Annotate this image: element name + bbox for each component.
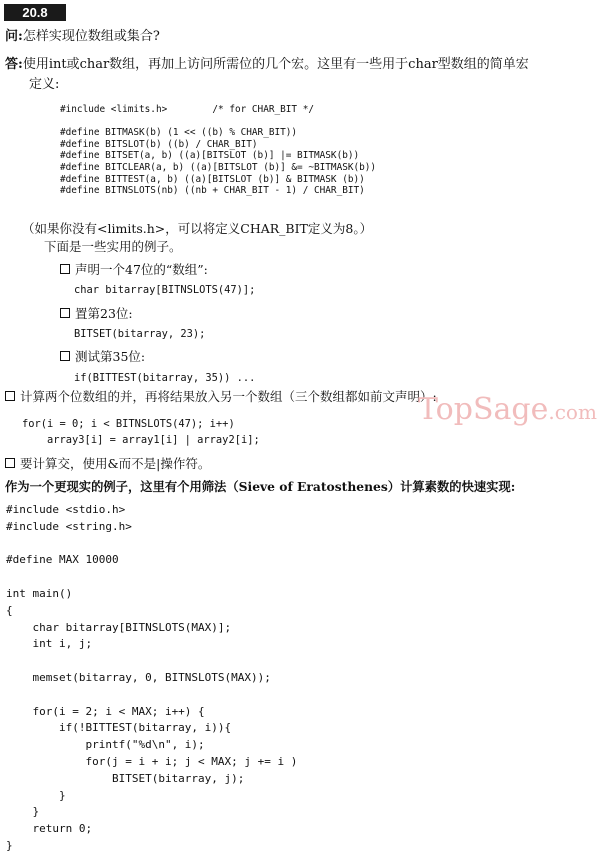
code-line: memset(bitarray, 0, BITNSLOTS(MAX));: [6, 670, 271, 684]
example-2-label: 置第23位:: [60, 305, 133, 323]
code-line: }: [6, 838, 13, 852]
checkbox-bullet-icon: [60, 264, 70, 274]
checkbox-bullet-icon: [60, 351, 70, 361]
code-line: #define BITTEST(a, b) ((a)[BITSLOT (b)] & BITMASK (b)): [60, 173, 365, 185]
question-text: 怎样实现位数组或集合?: [22, 29, 160, 44]
answer-line1: 使用int或char数组，再加上访问所需位的几个宏。这里有一些用于char型数组的简单宏: [22, 57, 529, 72]
checkbox-bullet-icon: [5, 391, 15, 401]
checkbox-bullet-icon: [5, 458, 15, 468]
limits-note: （如果你没有<limits.h>，可以将定义CHAR_BIT定义为8。）: [22, 221, 373, 236]
code-line: [6, 536, 297, 553]
code-line: #include <string.h>: [6, 519, 132, 533]
intersection-note: 要计算交，使用&而不是|操作符。: [5, 455, 210, 473]
code-line: int i, j;: [6, 637, 93, 651]
code-line: #include <stdio.h>: [6, 503, 126, 516]
example-1-code: char bitarray[BITNSLOTS(47)];: [74, 284, 256, 296]
union-code-block: [22, 416, 260, 448]
examples-intro: 下面是一些实用的例子。: [44, 239, 182, 254]
sieve-intro: 作为一个更现实的例子，这里有个用筛法（Sieve of Eratosthenes）计算素数的快速实现:: [5, 479, 516, 494]
code-line: }: [6, 788, 66, 802]
code-line: printf("%d\n", i);: [6, 738, 205, 752]
question: [5, 28, 160, 46]
example-1-label: 声明一个47位的“数组”:: [60, 261, 208, 279]
watermark-logo: TopSage.com: [418, 392, 597, 427]
code-line: [6, 569, 297, 586]
code-line: for(i = 0; i < BITNSLOTS(47); i++): [22, 418, 235, 430]
example-3-code: if(BITTEST(bitarray, 35)) ...: [74, 372, 256, 384]
code-line: int main(): [6, 586, 73, 600]
code-line: {: [6, 603, 13, 617]
code-line: #define BITMASK(b) (1 << ((b) % CHAR_BIT)): [60, 127, 298, 139]
code-line: }: [6, 805, 40, 819]
macro-code-block: [60, 104, 376, 197]
example-2-code: BITSET(bitarray, 23);: [74, 328, 206, 340]
code-line: [60, 116, 376, 128]
code-line: [6, 653, 297, 670]
code-line: BITSET(bitarray, j);: [6, 771, 245, 785]
code-line: array3[i] = array1[i] | array2[i];: [22, 434, 260, 446]
code-line: #define MAX 10000: [6, 553, 119, 567]
answer: [5, 55, 571, 95]
example-3-label: 测试第35位:: [60, 348, 145, 366]
union-label: 计算两个位数组的并，再将结果放入另一个数组（三个数组都如前文声明）:: [5, 388, 437, 406]
code-line: #define BITCLEAR(a, b) ((a)[BITSLOT (b)] &= ~BITMASK(b)): [60, 161, 377, 173]
answer-line2: 定义:: [29, 77, 60, 92]
code-line: for(i = 2; i < MAX; i++) {: [6, 704, 205, 718]
checkbox-bullet-icon: [60, 308, 70, 318]
code-line: [6, 687, 297, 704]
sieve-code-block: [6, 502, 297, 855]
question-label: 问:: [5, 29, 23, 44]
section-number-badge: 20.8: [4, 4, 66, 21]
code-line: if(!BITTEST(bitarray, i)){: [6, 721, 232, 735]
code-line: #define BITSLOT(b) ((b) / CHAR_BIT): [60, 138, 258, 150]
code-line: #define BITNSLOTS(nb) ((nb + CHAR_BIT - 1) / CHAR_BIT): [60, 185, 365, 197]
code-line: char bitarray[BITNSLOTS(MAX)];: [6, 620, 232, 634]
code-line: return 0;: [6, 822, 93, 836]
code-line: #define BITSET(a, b) ((a)[BITSLOT (b)] |= BITMASK(b)): [60, 150, 360, 162]
code-line: for(j = i + i; j < MAX; j += i ): [6, 754, 298, 768]
code-line: #include <limits.h> /* for CHAR_BIT */: [60, 104, 314, 115]
answer-label: 答:: [5, 57, 23, 72]
